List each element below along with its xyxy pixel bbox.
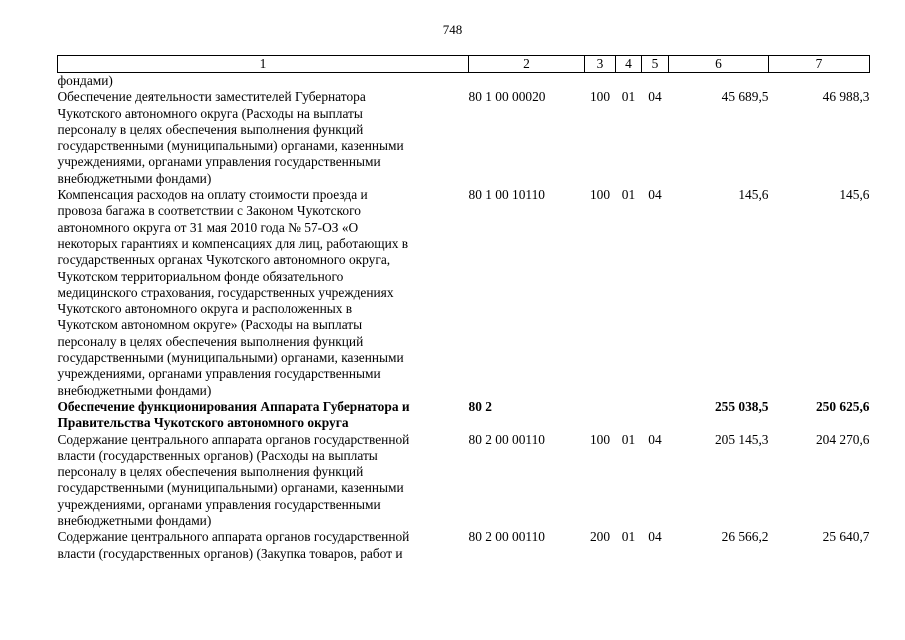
row-expense-type: 100 xyxy=(589,431,611,447)
row-name: Обеспечение деятельности заместителей Губернатора Чукотского автономного округа (Расходы на выплаты персоналу в целях обеспечения выполнения функций государственными (муниципальными) органами, казенными учреждениями, органами управления государственными внебюджетными фондами) xyxy=(57,89,404,186)
row-amount-col6: 26 566,2 xyxy=(721,529,769,545)
row-code xyxy=(469,73,585,90)
row-section: 01 xyxy=(621,529,636,545)
row-amount-col6: 205 145,3 xyxy=(714,431,769,447)
table-row xyxy=(58,432,870,530)
header-col-5: 5 xyxy=(642,56,669,73)
row-name: Содержание центрального аппарата органов государственной власти (государственных органов) (Расходы на выплаты персоналу в целях обеспечения выполнения функций государственными (муниципальными) органами, казенными учреждениями, органами управления государственными внебюджетными фондами) xyxy=(57,431,410,529)
row-subsection: 04 xyxy=(648,529,662,545)
row-code: 80 2 00 00110 xyxy=(468,529,545,545)
table-row xyxy=(58,187,870,399)
row-subsection xyxy=(642,399,669,432)
row-amount-col7: 250 625,6 xyxy=(815,398,870,414)
row-expense-type: 100 xyxy=(589,187,611,203)
row-subsection xyxy=(642,73,669,90)
row-section xyxy=(616,399,642,432)
row-section xyxy=(616,73,642,90)
row-section: 01 xyxy=(621,187,636,203)
row-expense-type: 200 xyxy=(589,529,611,545)
row-name: Содержание центрального аппарата органов государственной власти (государственных органов) (Закупка товаров, работ и xyxy=(57,529,410,561)
row-expense-type xyxy=(585,399,616,432)
row-amount-col7: 204 270,6 xyxy=(815,431,870,447)
row-expense-type xyxy=(585,73,616,90)
row-name: Обеспечение функционирования Аппарата Губернатора и Правительства Чукотского автономного округа xyxy=(57,398,410,431)
row-section: 01 xyxy=(621,431,636,447)
row-subsection: 04 xyxy=(648,89,662,105)
header-col-6: 6 xyxy=(669,56,769,73)
row-code: 80 2 00 00110 xyxy=(468,431,545,447)
row-amount-col6: 45 689,5 xyxy=(721,89,769,105)
budget-table xyxy=(57,55,870,562)
table-row xyxy=(58,73,870,90)
row-subsection: 04 xyxy=(648,431,662,447)
table-row xyxy=(58,89,870,187)
row-section: 01 xyxy=(621,89,636,105)
header-col-4: 4 xyxy=(616,56,642,73)
row-amount-col6: 255 038,5 xyxy=(714,398,769,414)
row-amount-col7: 46 988,3 xyxy=(822,89,870,105)
header-col-7: 7 xyxy=(769,56,870,73)
page-number: 748 xyxy=(442,22,463,37)
header-row xyxy=(58,56,870,73)
row-amount-col6: 145,6 xyxy=(738,187,769,203)
row-amount-col7: 25 640,7 xyxy=(822,529,870,545)
header-col-3: 3 xyxy=(585,56,616,73)
row-code: 80 2 xyxy=(468,398,492,414)
row-amount-col7: 145,6 xyxy=(839,187,870,203)
row-name: фондами) xyxy=(57,73,113,88)
row-expense-type: 100 xyxy=(589,89,611,105)
row-amount-col6 xyxy=(669,73,769,90)
header-col-2: 2 xyxy=(469,56,585,73)
row-amount-col7 xyxy=(769,73,870,90)
header-col-1: 1 xyxy=(58,56,469,73)
table-row xyxy=(58,529,870,562)
row-subsection: 04 xyxy=(648,187,662,203)
table-row-section-total xyxy=(58,399,870,432)
row-code: 80 1 00 00020 xyxy=(468,89,546,105)
row-name: Компенсация расходов на оплату стоимости проезда и провоза багажа в соответствии с Законом Чукотского автономного округа от 31 мая 2010 года № 57-ОЗ «О некоторых гарантиях и компенсациях для лиц, работающих в государственных органах Чукотского автономного округа, Чукотском территориальном фонде обязательного медицинского страхования, государственных учреждениях Чукотского автономного округа и расположенных в Чукотском автономном округе» (Расходы на выплаты персоналу в целях обеспечения выполнения функций государственными (муниципальными) органами, казенными учреждениями, органами управления государственными внебюджетными фондами) xyxy=(57,187,409,398)
row-code: 80 1 00 10110 xyxy=(468,187,545,203)
